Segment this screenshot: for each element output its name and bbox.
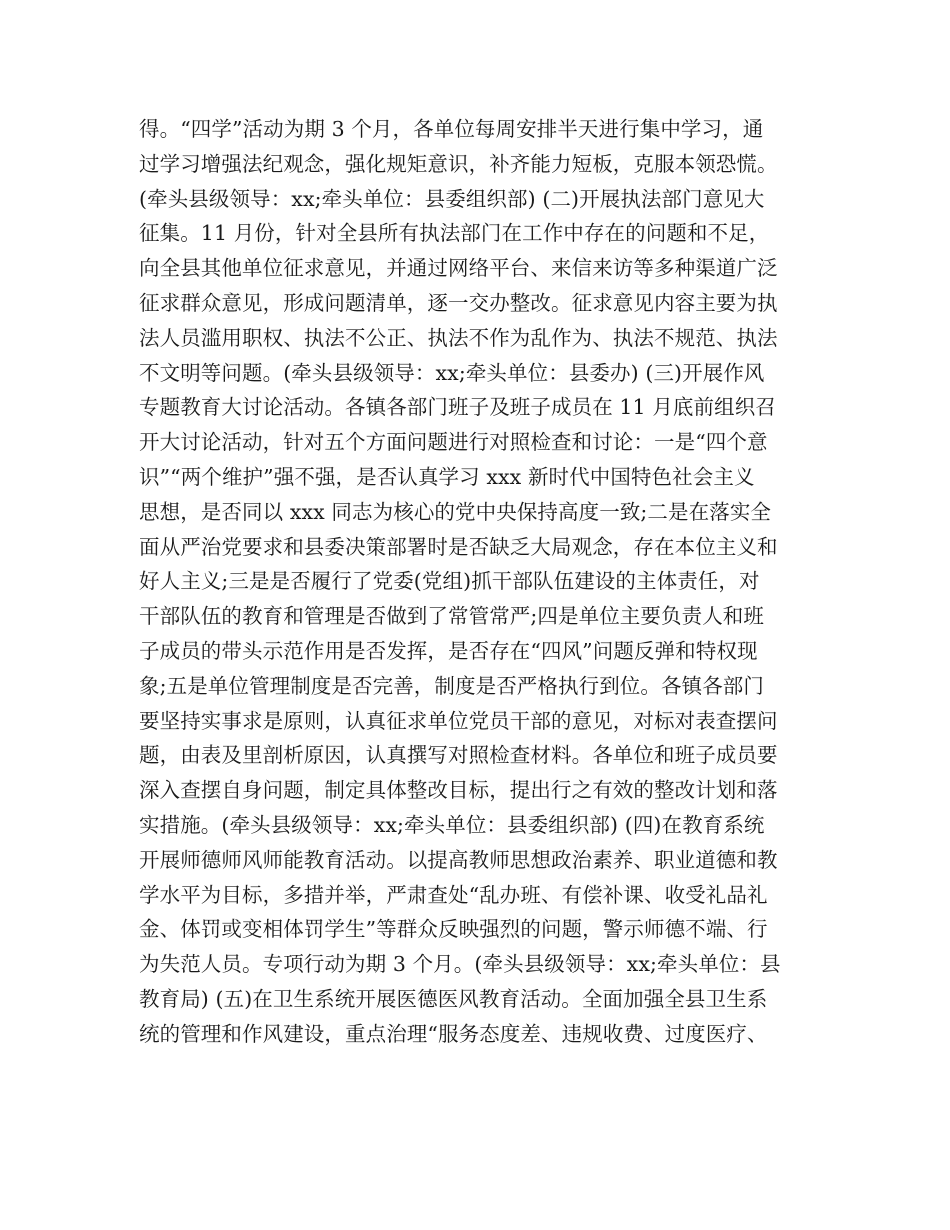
text-line: 统的管理和作风建设，重点治理“服务态度差、违规收费、过度医疗、 [139,1021,768,1046]
text-line: 得。“四学”活动为期 3 个月，各单位每周安排半天进行集中学习，通 [139,117,764,141]
text-line: 金、体罚或变相体罚学生”等群众反映强烈的问题，警示师德不端、行 [139,917,768,942]
text-line: 识”“两个维护”强不强，是否认真学习 xxx 新时代中国特色社会主义 [139,464,755,489]
text-line: 子成员的带头示范作用是否发挥，是否存在“四风”问题反弹和特权现 [139,638,758,663]
text-line: 深入查摆自身问题，制定具体整改目标，提出行之有效的整改计划和落 [139,778,778,803]
text-line: 征集。11 月份，针对全县所有执法部门在工作中存在的问题和不足， [139,221,770,246]
text-line: 要坚持实事求是原则，认真征求单位党员干部的意见，对标对表查摆问 [139,708,778,733]
text-line: 为失范人员。专项行动为期 3 个月。(牵头县级领导：xx;牵头单位：县 [139,952,781,977]
body-text [139,112,815,1052]
text-line: 法人员滥用职权、执法不公正、执法不作为乱作为、执法不规范、执法 [139,325,778,350]
text-line: 题，由表及里剖析原因，认真撰写对照检查材料。各单位和班子成员要 [139,743,778,768]
text-line: 不文明等问题。(牵头县级领导：xx;牵头单位：县委办) (三)开展作风 [139,360,765,385]
text-line: 象;五是单位管理制度是否完善，制度是否严格执行到位。各镇各部门 [139,673,765,698]
text-line: 思想，是否同以 xxx 同志为核心的党中央保持高度一致;二是在落实全 [139,499,772,524]
text-line: 干部队伍的教育和管理是否做到了常管常严;四是单位主要负责人和班 [139,604,765,629]
text-line: 好人主义;三是是否履行了党委(党组)抓干部队伍建设的主体责任，对 [139,569,760,594]
text-line: 开大讨论活动，针对五个方面问题进行对照检查和讨论：一是“四个意 [139,430,768,455]
text-line: 实措施。(牵头县级领导：xx;牵头单位：县委组织部) (四)在教育系统 [139,812,765,837]
text-line: 过学习增强法纪观念，强化规矩意识，补齐能力短板，克服本领恐慌。 [139,151,778,176]
text-line: 学水平为目标，多措并举，严肃查处“乱办班、有偿补课、收受礼品礼 [139,882,768,907]
text-line: 专题教育大讨论活动。各镇各部门班子及班子成员在 11 月底前组织召 [139,395,776,420]
text-line: 征求群众意见，形成问题清单，逐一交办整改。征求意见内容主要为执 [139,290,778,315]
text-line: 向全县其他单位征求意见，并通过网络平台、来信来访等多种渠道广泛 [139,256,778,281]
text-line: 面从严治党要求和县委决策部署时是否缺乏大局观念，存在本位主义和 [139,534,778,559]
text-line: 教育局) (五)在卫生系统开展医德医风教育活动。全面加强全县卫生系 [139,986,768,1011]
text-line: (牵头县级领导：xx;牵头单位：县委组织部) (二)开展执法部门意见大 [139,186,765,211]
text-line: 开展师德师风师能教育活动。以提高教师思想政治素养、职业道德和教 [139,847,778,872]
